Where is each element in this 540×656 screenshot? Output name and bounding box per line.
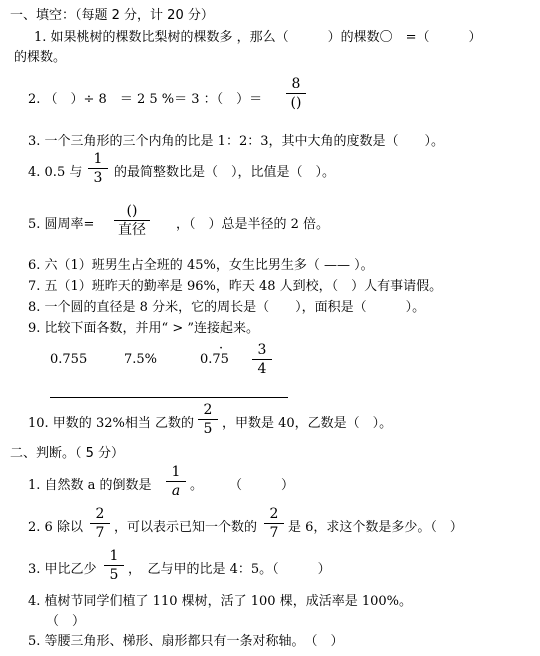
q2-3-frac-num: 1: [109, 548, 119, 564]
q1-10-fraction: [196, 402, 220, 437]
q1-9-frac-num: 3: [257, 342, 267, 358]
q2-2-fraction-1: [88, 506, 112, 541]
q1-5-fraction: [112, 203, 152, 238]
q2-2-fraction-2: [262, 506, 286, 541]
q2-5-text: 5. 等腰三角形、梯形、扇形都只有一条对称轴。 （ ）: [28, 634, 344, 649]
q1-1-line2: 的棵数。: [14, 50, 67, 65]
q1-5-frac-den: 直径: [118, 222, 146, 238]
q2-2-frac2-num: 2: [269, 506, 279, 522]
q2-3-fraction: [102, 548, 126, 583]
q1-2-frac-den: (): [290, 95, 302, 111]
q2-4-line2: （ ）: [46, 614, 86, 629]
q1-2-frac-num: 8: [291, 76, 301, 92]
q1-10-frac-num: 2: [203, 402, 213, 418]
fraction-bar: [166, 481, 186, 482]
q2-2-text-c: 是 6，求这个数是多少。（ ）: [288, 520, 463, 535]
fraction-bar: [104, 565, 124, 566]
q1-9-fraction: [250, 342, 274, 377]
q2-1-frac-num: 1: [171, 464, 181, 480]
q1-5-text-a: 5. 圆周率=: [28, 217, 95, 232]
q1-9-answer-line: [50, 397, 288, 398]
q1-10-frac-den: 5: [203, 421, 213, 437]
q1-9-repeat-dot: ·: [219, 341, 224, 356]
section2-title: 二、判断。（ 5 分）: [10, 446, 125, 461]
q1-4-text-b: 的最简整数比是（ ），比值是（ ）。: [114, 165, 336, 180]
q2-1-fraction: [164, 464, 188, 499]
q1-10-text-a: 10. 甲数的 32%相当 乙数的: [28, 416, 194, 431]
q1-7-text: 7. 五（1）班昨天的勤率是 96%，昨天 48 人到校，（ ）人有事请假。: [28, 279, 443, 294]
q1-1-line1: 1. 如果桃树的棵数比梨树的棵数多 ，那么（ ）的棵数〇 =（ ）: [34, 30, 482, 45]
fraction-bar: [264, 523, 284, 524]
q1-8-text: 8. 一个圆的直径是 8 分米，它的周长是（ ），面积是（ ）。: [28, 300, 426, 315]
q1-3-text: 3. 一个三角形的三个内角的比是 1：2：3，其中大角的度数是（ ）。: [28, 134, 444, 149]
q1-4-frac-num: 1: [93, 151, 103, 167]
q1-9-number-3: 0.75: [200, 352, 229, 367]
fraction-bar: [198, 419, 218, 420]
section1-title: 一、填空：（每题 2 分，计 20 分）: [10, 8, 214, 23]
q1-9-frac-den: 4: [257, 361, 267, 377]
q1-4-text-a: 4. 0.5 与: [28, 165, 83, 180]
q2-2-text-a: 2. 6 除以: [28, 520, 83, 535]
q2-3-frac-den: 5: [109, 567, 119, 583]
q1-4-frac-den: 3: [93, 170, 103, 186]
q1-6-text: 6. 六（1）班男生占全班的 45%，女生比男生多（ —— ）。: [28, 258, 374, 273]
q1-9-text: 9. 比较下面各数，并用“ > ”连接起来。: [28, 321, 259, 336]
fraction-bar: [88, 168, 108, 169]
q2-1-text-b: 。 （ ）: [190, 478, 295, 493]
q1-5-frac-num: (): [126, 203, 138, 219]
q1-2-fraction: [284, 76, 308, 111]
q2-4-line1: 4. 植树节同学们植了 110 棵树，活了 100 棵，成活率是 100%。: [28, 594, 412, 609]
q1-5-text-b: ，（ ）总是半径的 2 倍。: [176, 217, 330, 232]
q1-10-text-b: ，甲数是 40，乙数是（ ）。: [222, 416, 393, 431]
fraction-bar: [252, 359, 272, 360]
q1-9-number-2: 7.5%: [124, 352, 158, 367]
q1-2-text: 2. （ ）÷ 8 ＝ 2 5 %＝ 3 ：（ ）＝: [28, 92, 263, 107]
q2-2-frac1-num: 2: [95, 506, 105, 522]
fraction-bar: [286, 93, 306, 94]
q2-1-text-a: 1. 自然数 a 的倒数是: [28, 478, 152, 493]
fraction-bar: [114, 220, 150, 221]
q2-3-text-b: ， 乙与甲的比是 4：5。（ ）: [128, 562, 331, 577]
q2-2-frac2-den: 7: [269, 525, 279, 541]
q2-1-frac-den: a: [171, 483, 181, 499]
q2-2-frac1-den: 7: [95, 525, 105, 541]
q1-4-fraction: [86, 151, 110, 186]
q1-9-number-1: 0.755: [50, 352, 88, 367]
q2-2-text-b: ，可以表示已知一个数的: [114, 520, 258, 535]
fraction-bar: [90, 523, 110, 524]
q2-3-text-a: 3. 甲比乙少: [28, 562, 97, 577]
